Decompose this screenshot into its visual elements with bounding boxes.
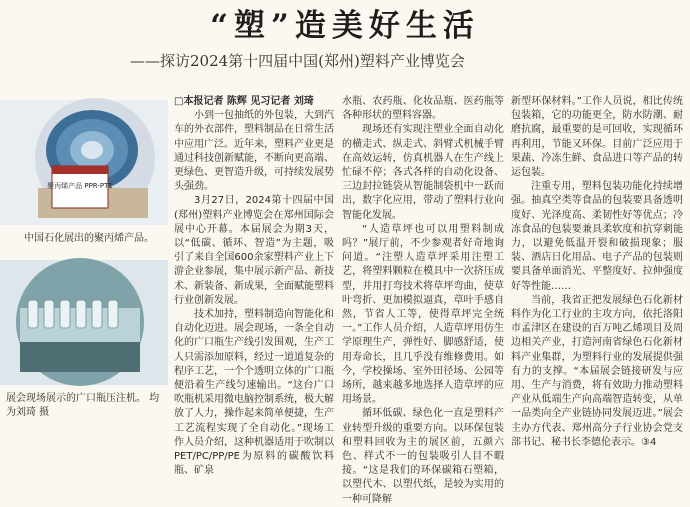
photo-bottle-machine — [0, 260, 168, 385]
paragraph: “人造草坪也可以用塑料制成吗？”展厅前，不少参观者好奇地询问道。“注塑人造草坪采用注塑工艺，将塑料颗粒在模具中一次挤压成型，并用打弯技术将草坪弯曲，使草叶弯折、更加模拟逼真，草叶手感自然，节省人工等，使得草坪完全统一。”工作人员介绍，人造草坪用仿生学原理生产，弹性好、脚感舒适，使用寿命长，且几乎没有维修费用。如今，学校操场、室外田径场、公园等场所，越来越多地选择人造草坪的应用场景。 — [342, 223, 504, 406]
paragraph: 技术加持，塑料制造向智能化和自动化迈进。展会现场，一条全自动化的广口瓶生产线引发围观，生产工人只需添加原料，经过一道道复杂的程序工艺，一个个透明立体的广口瓶便沿着生产线匀速输出。“这台广口吹瓶机采用微电脑控制系统，极大解放了人力，操作起来简单便捷，生产工艺流程实现了全自动化。”现场工作人员介绍，这种机器适用于吹制以PET/PC/PP/PE为原料的碳酸饮料瓶、矿泉 — [174, 309, 334, 477]
paragraph: 水瓶、农药瓶、化妆品瓶、医药瓶等各种形状的塑料容器。 — [342, 96, 504, 122]
paragraph: 现场还有实现注塑业全面自动化的横走式、纵走式、斜臂式机械手臂在高效运转，仿真机器人在生产线上忙碌不停；各式各样的自动化设备、三边封拉链袋从智能制袋机中一跃而出，数字化应用，带动了塑料行业向智能化发展。 — [342, 124, 504, 221]
paragraph: 当前，我省正把发展绿色石化新材料作为化工行业的主攻方向，依托洛阳市孟津区在建设的百万吨乙烯项目及周边相关产业，打造河南省绿色石化新材料产业集群，为塑料行业的发展提供强有力的支撑。“本届展会链接研发与应用、生产与消费，将有效助力推动塑料产业从低端生产向高端智造转变，从单一品类向全产业链协同发展迈进。”展会主办方代表、郑州高分子行业协会党支部书记、秘书长李德伦表示。③4 — [511, 294, 683, 448]
paragraph: 3月27日，2024第十四届中国(郑州)塑料产业博览会在郑州国际会展中心开幕。本届展会为期3天，以“低碳、循环、智造”为主题，吸引了来自全国600余家塑料产业上下游企业参展，集中展示新产品、新技术、新装备、新成果，全面赋能塑料行业创新发展。 — [174, 195, 334, 306]
photo-bopp-film — [0, 100, 168, 225]
paragraph: 新型环保材料。”工作人员说，相比传统包装箱，它的功能更全，防水防潮、耐磨抗腐，最重要的是可回收，实现循环再利用，节能又环保。目前广泛应用于果蔬、冷冻生鲜、食品进口等产品的转运包装。 — [511, 96, 683, 179]
product-label: 聚丙烯产品 PPR-PT1 — [47, 182, 113, 190]
article-column-1 — [174, 95, 334, 477]
photo-caption: 中国石化展出的聚丙烯产品。 — [24, 233, 154, 244]
article-title: “塑”造美好生活 — [210, 8, 480, 44]
byline: □本报记者 陈辉 见习记者 刘琦 — [174, 96, 314, 107]
article-column-3 — [511, 95, 683, 448]
photo-caption: 展会现场展示的广口瓶压注机。 均为刘琦 摄 — [6, 393, 160, 418]
paragraph: 循环低碳、绿色化一直是塑料产业转型升级的重要方向。以环保包装和塑料回收为主的展区前，五颜六色、样式不一的包装吸引人目不暇接。“这是我们的环保碳箱石塑箱，以塑代木、以塑代纸，是较为实用的一种可降解 — [342, 408, 504, 505]
paragraph: 小到一包抽纸的外包装，大到汽车的外衣部件，塑料制品在日常生活中应用广泛。近年来，塑料产业更是通过科技创新赋能，不断向更高端、更绿色、更智造升级，可持续发展势头强劲。 — [174, 110, 334, 193]
article-subtitle: ——探访2024第十四届中国(郑州)塑料产业博览会 — [130, 52, 465, 70]
paragraph: 注重专用，塑料包装功能化持续增强。抽真空类等食品的包装要具备透明度好、光泽度高、柔韧性好等优点；冷冻食品的包装要兼具柔软度和抗穿刺能力，以避免低温开裂和破损现象；服装、酒店日化用品、电子产品的包装则要具备单面消光、平整度好、拉伸强度好等性能…… — [511, 181, 683, 292]
article-column-2 — [342, 95, 504, 505]
